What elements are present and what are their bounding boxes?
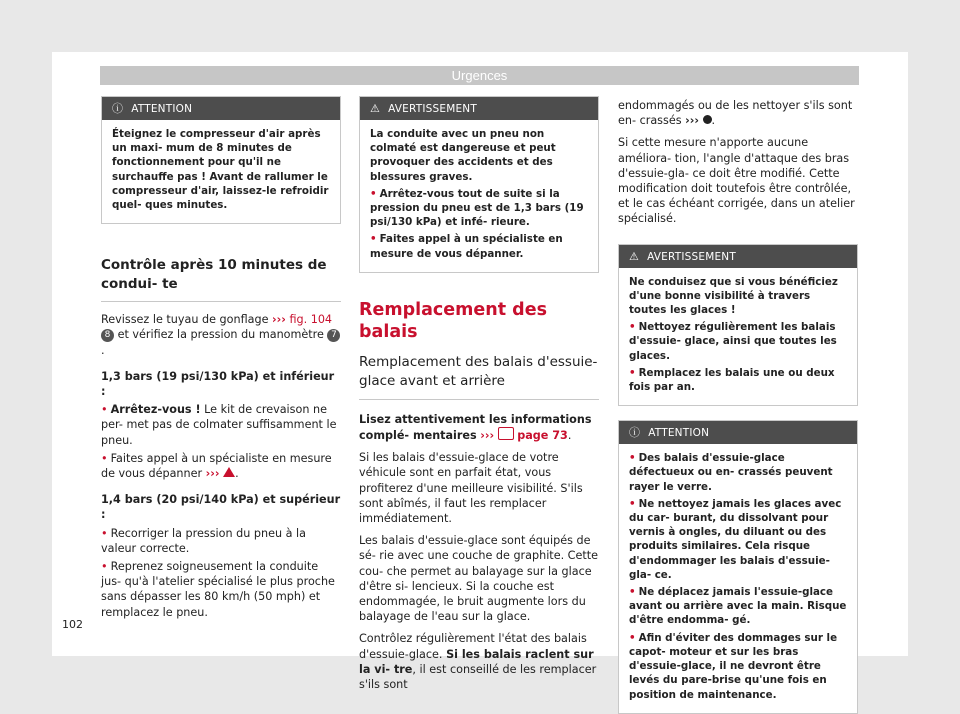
warning-box-header [360, 97, 598, 120]
column-3 [618, 98, 858, 714]
case1-bullet-2-text: Faites appel à un spécialiste en mesure de vous dépanner [101, 451, 332, 481]
case1-bullet-1-text: Le kit de crevaison ne per- met pas de colmater suffisamment le pneu. [101, 403, 337, 447]
case1-title: 1,3 bars (19 psi/130 kPa) et inférieur : [101, 369, 335, 399]
warning-2-text: Ne conduisez que si vous bénéficiez d'une bonne visibilité à travers toutes les glaces ! [629, 275, 838, 317]
page-header: Urgences [100, 66, 859, 85]
attention-box-body [102, 120, 340, 223]
info-circle-icon: ⓘ [629, 426, 641, 440]
paragraph-1: Si les balais d'essuie-glace de votre véhicule sont en parfait état, vous profiterez d'une meilleure visibilité. S'ils sont abîmés, il faut les remplacer immédiatement. [359, 451, 583, 526]
warning-box-2 [618, 244, 858, 407]
crossref-arrow: ››› [480, 429, 495, 443]
section-title: Contrôle après 10 minutes de condui- te [101, 256, 341, 302]
attention-2-bullet-4-text: Afin d'éviter des dommages sur le capot- moteur et sur les bras d'essuie-glace, il ne devront être levés du pare-brise qu'une fois en position de maintenance. [629, 631, 838, 701]
attention-box-header [102, 97, 340, 120]
intro-text-2: et vérifiez la pression du manomètre [117, 328, 324, 342]
paragraph-3-text: Contrôlez régulièrement l'état des balais d'essuie-glace. [359, 632, 587, 661]
subsection-title: Remplacement des balais d'essuie- glace avant et arrière [359, 353, 599, 400]
info-circle-icon: ⓘ [112, 102, 124, 115]
bullet-icon: • [370, 187, 377, 200]
warning-2-bullet-2 [629, 366, 847, 394]
page-number: 102 [62, 618, 83, 631]
intro-end: . [101, 343, 105, 357]
warning-bullet-1-text: Arrêtez-vous tout de suite si la pression du pneu est de 1,3 bars (19 psi/130 kPa) et infé- rieure. [370, 187, 584, 229]
warning-2-bullet-1-text: Nettoyez régulièrement les balais d'essuie- glace, ainsi que toutes les glaces. [629, 321, 837, 362]
attention-box-2 [618, 420, 858, 713]
callout-number: 7 [327, 329, 340, 342]
lead-bold: Lisez attentivement les informations complé- mentaires [359, 412, 592, 443]
bullet-icon: • [629, 321, 636, 334]
attention-text: Éteignez le compresseur d'air après un maxi- mum de 8 minutes de fonctionnement pour qu'il ne surchauffe pas ! Avant de rallumer le compresseur d'air, laissez-le refroidir quel- ques minutes. [112, 128, 329, 212]
paragraph-2: Les balais d'essuie-glace sont équipés de sé- rie avec une couche de graphite. Cette cou- che permet au balayage sur la glace d'être si- lencieux. Si la couche est endommagée, le bruit augmente lors du balayage de l'eau sur la glace. [359, 534, 599, 624]
bullet-icon: • [629, 586, 636, 599]
warning-bullet-1 [370, 187, 588, 230]
case2-bullet-1-text: Recorriger la pression du pneu à la valeur correcte. [101, 526, 306, 555]
intro-text: Revissez le tuyau de gonflage [101, 313, 269, 327]
warning-bullet-2 [370, 232, 588, 260]
bullet-icon: • [101, 451, 108, 465]
callout-number: 8 [101, 329, 114, 342]
column-1 [101, 96, 341, 623]
paragraph-3 [359, 631, 599, 692]
warning-triangle-icon: ⚠ [370, 102, 381, 115]
attention-box-2-body [619, 444, 857, 712]
attention-2-bullet-2-text: Ne nettoyez jamais les glaces avec du car- burant, du dissolvant pour vernis à ongles, du diluant ou des produits similaires. Cela risque d'endommager les balais d'essuie-gla- ce. [629, 497, 842, 581]
page-link[interactable]: page 73 [517, 429, 568, 443]
warning-box [359, 96, 599, 273]
bullet-icon: • [101, 403, 108, 417]
warning-box-2-title: AVERTISSEMENT [647, 250, 736, 263]
column-2 [359, 96, 599, 695]
crossref-arrow: ››› [272, 313, 286, 327]
paragraph-3-text-2: , il est conseillé de les remplacer s'ils sont [359, 662, 597, 692]
attention-2-bullet-3 [629, 585, 847, 628]
warning-box-2-body [619, 268, 857, 406]
warning-text: La conduite avec un pneu non colmaté est dangereuse et peut provoquer des accidents et des blessures graves. [370, 128, 556, 183]
bullet-icon: • [101, 526, 108, 540]
figure-link[interactable]: fig. 104 [289, 313, 333, 327]
attention-box-2-title: ATTENTION [648, 427, 710, 440]
warning-2-bullet-2-text: Remplacez les balais une ou deux fois par an. [629, 366, 835, 394]
warning-2-bullet-1 [629, 320, 847, 363]
warning-box-body [360, 120, 598, 272]
attention-2-bullet-1 [629, 451, 847, 494]
attention-2-bullet-3-text: Ne déplacez jamais l'essuie-glace avant ou arrière avec la main. Risque d'être endomma- gé. [629, 586, 847, 627]
bullet-icon: • [370, 233, 377, 246]
paragraph-adjust: Si cette mesure n'apporte aucune améliora- tion, l'angle d'attaque des bras d'essuie-gla- ce doit être modifié. Cette modification doit toutefois être contrôlée, et le cas échéant corrigée, dans un atelier spécialisé. [618, 136, 855, 226]
attention-2-bullet-2 [629, 497, 847, 582]
bullet-icon: • [629, 631, 636, 644]
continued-paragraph: endommagés ou de les nettoyer s'ils sont en- crassés ››› . [618, 99, 853, 128]
warning-bullet-2-text: Faites appel à un spécialiste en mesure de vous dépanner. [370, 233, 563, 260]
lead-paragraph: Lisez attentivement les informations complé- mentaires ››› page 73. [359, 412, 592, 443]
intro-paragraph [101, 312, 341, 358]
bullet-icon: • [629, 497, 636, 510]
attention-2-bullet-4 [629, 631, 847, 702]
attention-2-bullet-1-text: Des balais d'essuie-glace défectueux ou en- crassés peuvent rayer le verre. [629, 452, 833, 493]
continued-text: endommagés ou de les nettoyer s'ils sont en- crassés [618, 99, 853, 128]
case2-title: 1,4 bars (20 psi/140 kPa) et supérieur : [101, 493, 341, 522]
attention-box-title: ATTENTION [131, 103, 193, 115]
warning-triangle-icon: ⚠ [629, 249, 640, 263]
case2-bullet-2 [101, 559, 341, 620]
case2-bullet-1 [101, 526, 341, 556]
crossref-arrow: ››› [205, 467, 220, 481]
attention-box-2-header [619, 421, 857, 444]
manual-book-icon [498, 427, 514, 440]
warning-box-2-header [619, 245, 857, 268]
paragraph-3-bold: Si les balais raclent sur la vi- tre [359, 647, 594, 676]
warning-box-title: AVERTISSEMENT [388, 103, 477, 115]
attention-box [101, 96, 341, 224]
case1-bullet-1-bold: Arrêtez-vous ! [110, 403, 201, 417]
note-dot-icon [703, 115, 712, 124]
case2-bullet-2-text: Reprenez soigneusement la conduite jus- qu'à l'atelier spécialisé le plus proche sans dépasser les 80 km/h (50 mph) et remplacez le pneu. [101, 560, 335, 619]
warning-triangle-icon [223, 467, 235, 477]
bullet-icon: • [101, 560, 108, 574]
case1-bullet-2: • Faites appel à un spécialiste en mesure de vous dépanner ››› . [101, 451, 332, 481]
case1-bullet-1 [101, 402, 341, 448]
crossref-arrow: ››› [685, 114, 699, 128]
bullet-icon: • [629, 452, 636, 465]
main-section-title: Remplacement des balais [359, 299, 547, 342]
bullet-icon: • [629, 366, 636, 379]
